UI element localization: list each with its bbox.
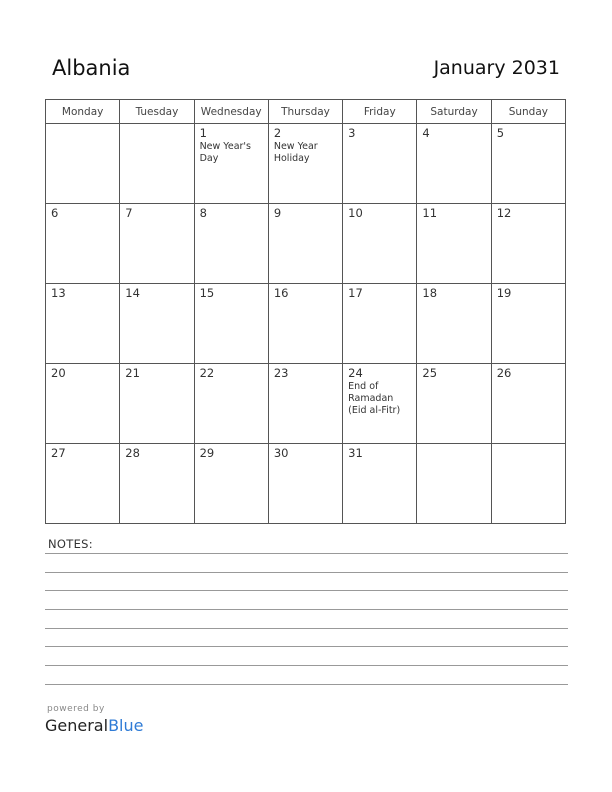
weekday-monday: Monday bbox=[46, 100, 120, 124]
calendar-day-cell bbox=[194, 284, 268, 364]
day-number: 14 bbox=[125, 286, 140, 300]
calendar-day-cell bbox=[120, 204, 194, 284]
day-number: 27 bbox=[51, 446, 66, 460]
calendar-day-cell bbox=[417, 204, 491, 284]
calendar-day-cell bbox=[491, 124, 565, 204]
calendar-day-cell bbox=[417, 124, 491, 204]
day-number: 4 bbox=[422, 126, 430, 140]
note-line bbox=[45, 628, 568, 629]
brand-logo bbox=[45, 716, 143, 735]
calendar-day-cell bbox=[194, 124, 268, 204]
calendar-day-cell bbox=[194, 204, 268, 284]
day-number: 18 bbox=[422, 286, 438, 300]
brand-name-general: General bbox=[45, 716, 109, 735]
calendar-day-cell bbox=[417, 284, 491, 364]
holiday-label: End of Ramadan (Eid al-Fitr) bbox=[348, 381, 401, 416]
calendar-day-cell bbox=[268, 124, 342, 204]
day-number: 21 bbox=[125, 366, 140, 380]
calendar-day-cell bbox=[491, 284, 565, 364]
calendar-day-cell bbox=[120, 444, 194, 524]
calendar-day-cell bbox=[417, 444, 491, 524]
day-number: 29 bbox=[199, 446, 215, 460]
day-number: 2 bbox=[273, 126, 282, 140]
weekday-tuesday: Tuesday bbox=[120, 100, 194, 124]
day-number: 20 bbox=[51, 366, 66, 380]
day-number: 16 bbox=[273, 286, 289, 300]
calendar-day-cell bbox=[268, 364, 342, 444]
calendar-week-row bbox=[46, 284, 566, 364]
day-number: 7 bbox=[125, 206, 133, 220]
day-number: 17 bbox=[348, 286, 363, 300]
note-line bbox=[45, 609, 568, 610]
calendar-day-cell bbox=[46, 124, 120, 204]
calendar-day-cell bbox=[343, 284, 417, 364]
day-number: 15 bbox=[199, 286, 215, 300]
day-number: 5 bbox=[496, 126, 505, 140]
weekday-friday: Friday bbox=[343, 100, 417, 124]
calendar-day-cell bbox=[194, 444, 268, 524]
day-number: 30 bbox=[273, 446, 289, 460]
day-number: 11 bbox=[422, 206, 438, 220]
day-number: 28 bbox=[125, 446, 140, 460]
calendar-day-cell bbox=[268, 444, 342, 524]
calendar-day-cell bbox=[46, 444, 120, 524]
powered-by-text: powered by bbox=[47, 704, 105, 714]
calendar-week-row bbox=[46, 364, 566, 444]
weekday-thursday: Thursday bbox=[268, 100, 342, 124]
calendar-day-cell bbox=[491, 364, 565, 444]
day-number: 3 bbox=[348, 126, 356, 140]
calendar-day-cell bbox=[120, 124, 194, 204]
calendar-week-row bbox=[46, 124, 566, 204]
weekday-wednesday: Wednesday bbox=[194, 100, 268, 124]
note-line bbox=[45, 646, 568, 647]
day-number: 22 bbox=[199, 366, 215, 380]
calendar-grid bbox=[45, 99, 566, 524]
holiday-label: New Year Holiday bbox=[273, 141, 318, 164]
calendar-day-cell bbox=[120, 364, 194, 444]
calendar-day-cell bbox=[46, 364, 120, 444]
calendar-day-cell bbox=[491, 204, 565, 284]
notes-label: NOTES: bbox=[48, 537, 93, 551]
country-title: Albania bbox=[52, 56, 131, 80]
day-number: 25 bbox=[422, 366, 438, 380]
day-number: 12 bbox=[496, 206, 512, 220]
note-line bbox=[45, 572, 568, 573]
note-line bbox=[45, 665, 568, 666]
day-number: 31 bbox=[348, 446, 363, 460]
calendar-week-row bbox=[46, 204, 566, 284]
calendar-day-cell bbox=[343, 444, 417, 524]
day-number: 19 bbox=[496, 286, 512, 300]
weekday-header-row bbox=[46, 100, 566, 124]
day-number: 6 bbox=[51, 206, 59, 220]
day-number: 23 bbox=[273, 366, 289, 380]
holiday-label: New Year's Day bbox=[199, 141, 251, 164]
calendar-day-cell bbox=[268, 204, 342, 284]
calendar-day-cell bbox=[194, 364, 268, 444]
calendar-day-cell bbox=[343, 204, 417, 284]
calendar-day-cell bbox=[46, 284, 120, 364]
note-line bbox=[45, 684, 568, 685]
weekday-sunday: Sunday bbox=[491, 100, 565, 124]
calendar-day-cell bbox=[491, 444, 565, 524]
calendar-day-cell bbox=[46, 204, 120, 284]
weekday-saturday: Saturday bbox=[417, 100, 491, 124]
day-number: 1 bbox=[199, 126, 207, 140]
day-number: 26 bbox=[496, 366, 512, 380]
month-year-title: January 2031 bbox=[433, 57, 560, 79]
day-number: 9 bbox=[273, 206, 282, 220]
day-number: 8 bbox=[199, 206, 207, 220]
note-line bbox=[45, 553, 568, 554]
calendar-day-cell bbox=[343, 124, 417, 204]
calendar-day-cell bbox=[343, 364, 417, 444]
day-number: 13 bbox=[51, 286, 66, 300]
calendar-day-cell bbox=[268, 284, 342, 364]
brand-name-blue: Blue bbox=[108, 716, 144, 735]
calendar-day-cell bbox=[417, 364, 491, 444]
note-line bbox=[45, 590, 568, 591]
calendar-week-row bbox=[46, 444, 566, 524]
day-number: 24 bbox=[348, 366, 363, 380]
calendar-day-cell bbox=[120, 284, 194, 364]
day-number: 10 bbox=[348, 206, 363, 220]
